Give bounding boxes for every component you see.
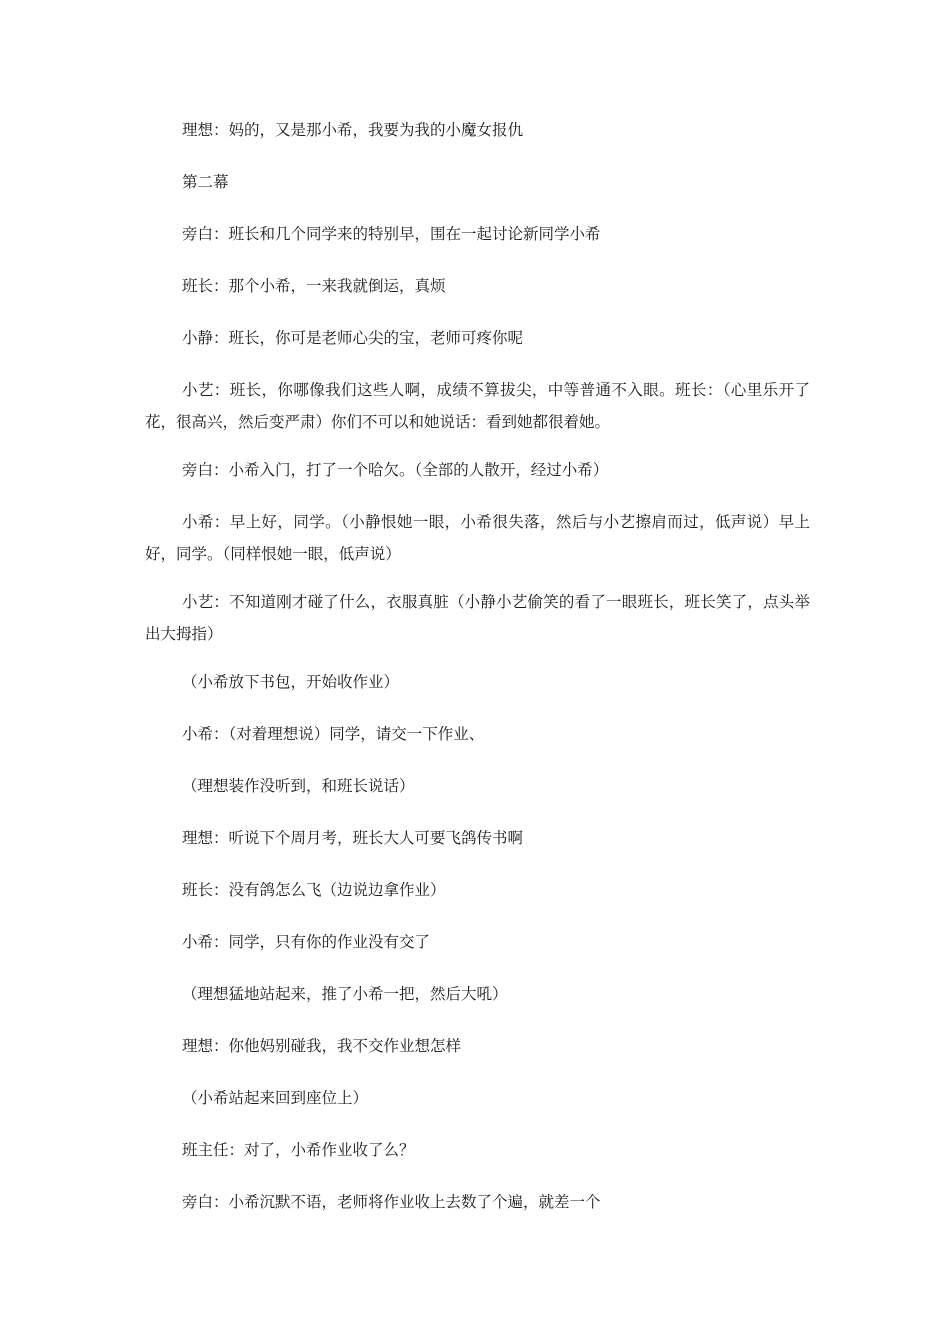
paragraph: 小静：班长，你可是老师心尖的宝，老师可疼你呢	[182, 329, 524, 347]
stage-direction: （理想猛地站起来，推了小希一把，然后大吼）	[182, 985, 508, 1003]
stage-direction: （小希放下书包，开始收作业）	[182, 673, 400, 691]
stage-direction: （小希站起来回到座位上）	[182, 1089, 369, 1107]
stage-direction: （理想装作没听到，和班长说话）	[182, 777, 415, 795]
act-heading: 第二幕	[182, 173, 229, 191]
paragraph: 小艺：不知道刚才碰了什么，衣服真脏（小静小艺偷笑的看了一眼班长，班长笑了，点头举出大拇指）	[145, 593, 810, 643]
paragraph: 旁白：班长和几个同学来的特别早，围在一起讨论新同学小希	[182, 225, 601, 243]
paragraph: 理想：你他妈别碰我，我不交作业想怎样	[182, 1037, 462, 1055]
paragraph: 小艺：班长，你哪像我们这些人啊，成绩不算拔尖，中等普通不入眼。班长：（心里乐开了花，很高兴，然后变严肃）你们不可以和她说话：看到她都很着她。	[145, 381, 810, 431]
paragraph: 旁白：小希入门，打了一个哈欠。（全部的人散开，经过小希）	[182, 461, 609, 479]
paragraph: 班长：没有鸽怎么飞（边说边拿作业）	[182, 881, 446, 899]
paragraph: 小希：早上好，同学。（小静恨她一眼，小希很失落，然后与小艺擦肩而过，低声说）早上好，同学。（同样恨她一眼，低声说）	[145, 513, 810, 563]
paragraph: 班主任：对了，小希作业收了么？	[182, 1141, 415, 1159]
paragraph: 班长：那个小希，一来我就倒运，真烦	[182, 277, 446, 295]
paragraph: 小希：同学，只有你的作业没有交了	[182, 933, 431, 951]
paragraph: 小希：（对着理想说）同学，请交一下作业、	[182, 725, 485, 743]
paragraph: 理想：听说下个周月考，班长大人可要飞鸽传书啊	[182, 829, 524, 847]
paragraph: 旁白：小希沉默不语，老师将作业收上去数了个遍，就差一个	[182, 1193, 601, 1211]
paragraph: 理想：妈的，又是那小希，我要为我的小魔女报仇	[182, 121, 524, 139]
